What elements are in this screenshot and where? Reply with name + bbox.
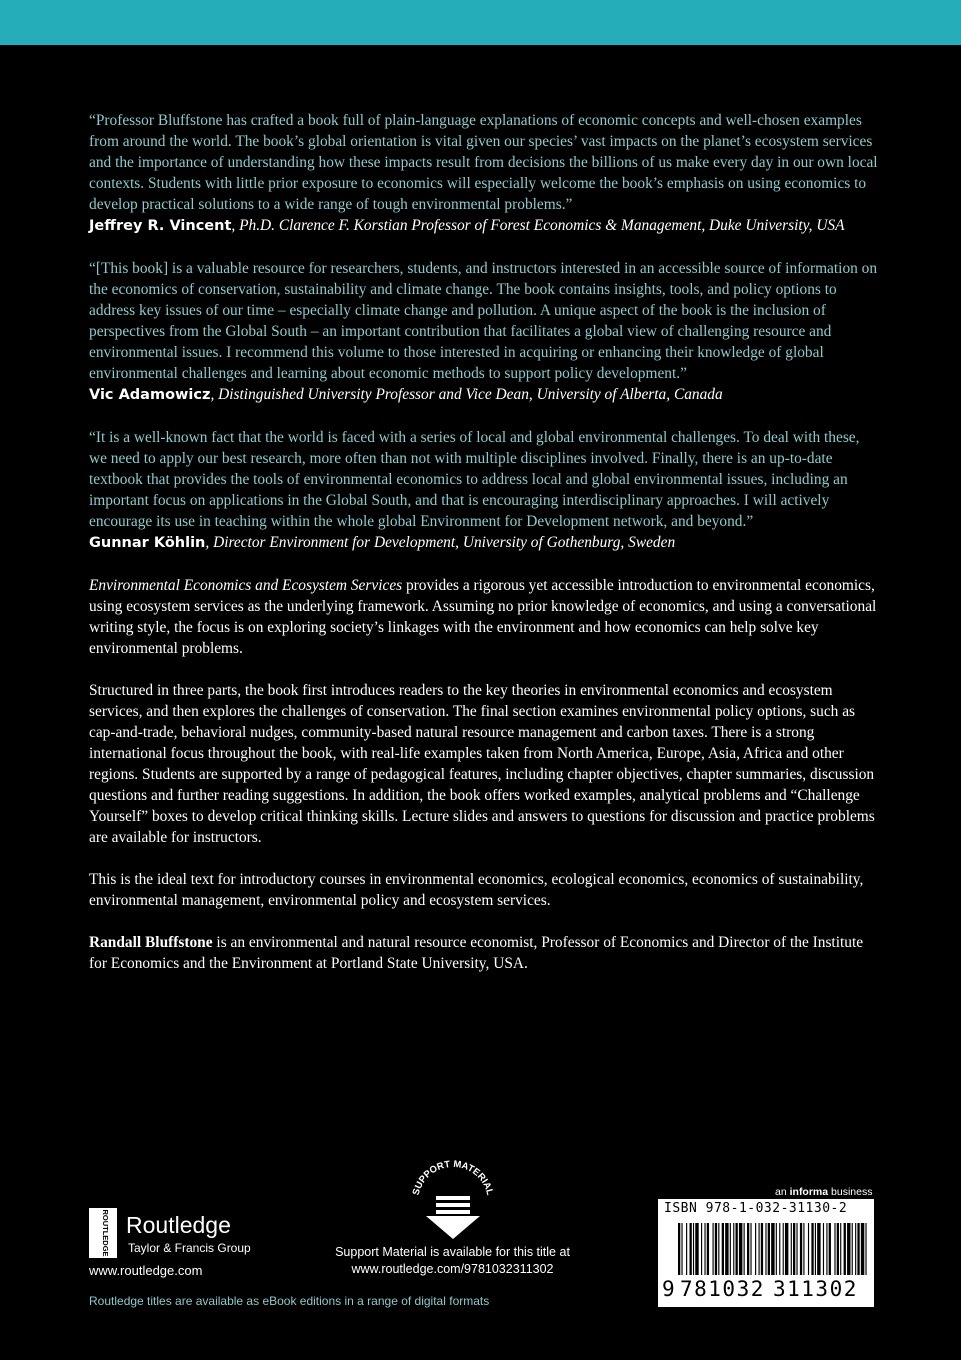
- author-name: Randall Bluffstone: [89, 934, 213, 951]
- barcode-bar: [791, 1223, 792, 1275]
- routledge-logo-icon: [89, 1208, 117, 1258]
- barcode-bar: [823, 1223, 824, 1275]
- publisher-group: Taylor & Francis Group: [128, 1241, 251, 1255]
- support-material: [330, 1160, 575, 1278]
- barcode-bar: [768, 1223, 770, 1275]
- barcode-bar: [779, 1223, 780, 1275]
- routledge-logo: [89, 1208, 269, 1262]
- barcode-bar: [759, 1223, 760, 1275]
- top-accent-bar: [0, 0, 961, 45]
- barcode-bar: [695, 1223, 698, 1275]
- barcode-bar: [840, 1223, 841, 1275]
- barcode-bar: [736, 1223, 738, 1275]
- barcode-bar: [771, 1223, 774, 1275]
- endorser-name: Jeffrey R. Vincent: [89, 218, 232, 234]
- svg-text:SUPPORT MATERIAL: [410, 1160, 495, 1197]
- barcode-bar: [855, 1223, 856, 1275]
- barcode-bar: [701, 1223, 702, 1275]
- barcode-bar: [704, 1223, 705, 1275]
- informa-suffix: business: [828, 1186, 873, 1198]
- barcode-bar: [783, 1223, 784, 1275]
- ean-group-2: 311302: [773, 1277, 858, 1301]
- barcode-bar: [793, 1223, 795, 1275]
- barcode-bar: [713, 1223, 714, 1275]
- barcode-bar: [725, 1223, 728, 1275]
- endorser-name: Gunnar Köhlin: [89, 535, 206, 551]
- barcode-bar: [808, 1223, 809, 1275]
- barcode-bar: [796, 1223, 797, 1275]
- endorser-name: Vic Adamowicz: [89, 387, 211, 403]
- barcode-bar: [844, 1223, 846, 1275]
- barcode-bar: [865, 1223, 866, 1275]
- barcode-bar: [776, 1223, 777, 1275]
- book-title: Environmental Economics and Ecosystem Services: [89, 577, 403, 594]
- informa-business: [775, 1186, 872, 1198]
- barcode-bar: [826, 1223, 827, 1275]
- barcode-bar: [755, 1223, 756, 1275]
- ean-first-digit: 9: [662, 1277, 675, 1301]
- logo-mark-text: ROUTLEDGE: [101, 1209, 110, 1257]
- support-text: [330, 1244, 575, 1278]
- endorsement-quote-1: “Professor Bluffstone has crafted a book full of plain-language explanations of economic concepts and well-chosen examples from around the world. The book’s global orientation is vital given our species’ vast impacts on the planet’s ecosystem services and the importance of understanding how these impacts result from decisions the billions of us make every day in our own local contexts. Students with little prior exposure to economics will especially welcome the book’s emphasis on using economics to develop practical solutions to a wide range of tough environmental problems.”: [89, 112, 878, 213]
- book-description-structure: Structured in three parts, the book first introduces readers to the key theories in environmental economics and ecosystem services, and then explores the challenges of conservation. The final section examines environmental policy options, such as cap-and-trade, behavioral nudges, community-based natural resource management and carbon taxes. There is a strong international focus throughout the book, with real-life examples taken from North America, Europe, Asia, Africa and other regions. Students are supported by a range of pedagogical features, including chapter objectives, chapter summaries, discussion questions and further reading suggestions. In addition, the book offers worked examples, analytical problems and “Challenge Yourself” boxes to develop critical thinking skills. Lecture slides and answers to questions for discussion and practice problems are available for instructors.: [89, 682, 875, 846]
- barcode-bar: [690, 1223, 692, 1275]
- barcode-bar: [715, 1223, 717, 1275]
- barcode-bar: [852, 1223, 853, 1275]
- barcode-bar: [707, 1223, 709, 1275]
- barcode-bar: [817, 1223, 820, 1275]
- author-bio-text: is an environmental and natural resource economist, Professor of Economics and Director of the Institute for Economics and the Environment at Portland State University, USA.: [89, 934, 864, 972]
- barcode-bar: [681, 1223, 682, 1275]
- barcode-bar: [744, 1223, 745, 1275]
- barcode-bar: [686, 1223, 687, 1275]
- barcode-bar: [847, 1223, 850, 1275]
- isbn-barcode: [658, 1199, 874, 1307]
- barcode-bar: [803, 1223, 804, 1275]
- barcode-bar: [739, 1223, 742, 1275]
- support-badge-text: SUPPORT MATERIAL: [410, 1160, 495, 1197]
- endorser-role: , Director Environment for Development, University of Gothenburg, Sweden: [205, 534, 676, 551]
- barcode-bar: [718, 1223, 719, 1275]
- barcode-bar: [750, 1223, 751, 1275]
- barcode-bar: [837, 1223, 839, 1275]
- endorsement-quote-2: “[This book] is a valuable resource for researchers, students, and instructors interested in an accessible source of information on the economics of conservation, sustainability and climate change. The book contains insights, tools, and policy options to address key issues of our time – especially climate change and pollution. A unique aspect of the book is the inclusion of perspectives from the Global South – an important contribution that facilitates a global view of challenging resource and environmental issues. I recommend this volume to those interested in acquiring or enhancing their knowledge of global environmental challenges and learning about economic methods to support policy development.”: [89, 260, 878, 382]
- intro-text: provides a rigorous yet accessible introduction to environmental economics, using ecosystem services as the underlying framework. Assuming no prior knowledge of economics, and using a conversational writing style, the focus is on exploring society’s linkages with the environment and how economics can help solve key environmental problems.: [89, 577, 877, 657]
- book-description-intro: [89, 575, 879, 659]
- barcode-bar: [861, 1223, 864, 1275]
- publisher-name: Routledge: [126, 1212, 231, 1238]
- ebook-note: Routledge titles are available as eBook editions in a range of digital formats: [89, 1294, 490, 1308]
- barcode-bar: [834, 1223, 835, 1275]
- endorsement-attribution-3: [89, 532, 879, 554]
- support-line-1: Support Material is available for this title at: [335, 1245, 570, 1259]
- author-bio: [89, 932, 879, 974]
- isbn-label: ISBN 978-1-032-31130-2: [664, 1201, 848, 1216]
- barcode-bar: [785, 1223, 788, 1275]
- support-url: www.routledge.com/9781032311302: [351, 1262, 554, 1276]
- barcode-bar: [730, 1223, 731, 1275]
- support-material-arrow-icon: [398, 1160, 508, 1240]
- barcode-bar: [722, 1223, 724, 1275]
- endorsement-quote-3: “It is a well-known fact that the world is faced with a series of local and global environmental challenges. To deal with these, we need to apply our best research, more often than not with multiple disciplines involved. Finally, there is an up-to-date textbook that provides the tools of environmental economics to address local and global environmental issues, including an important focus on applications in the Global South, and that is encouraging interdisciplinary approaches. I will actively encourage its use in teaching within the whole global Environment for Development network, and beyond.”: [89, 429, 860, 530]
- book-description-audience: This is the ideal text for introductory courses in environmental economics, ecological economics, economics of sustainability, environmental management, environmental policy and ecosystem services.: [89, 871, 864, 909]
- barcode-bar: [765, 1223, 766, 1275]
- back-cover-text: [89, 110, 879, 995]
- informa-prefix: an: [775, 1186, 790, 1198]
- barcode-bar: [829, 1223, 831, 1275]
- endorsement-attribution-2: [89, 384, 879, 406]
- publisher-url: www.routledge.com: [89, 1263, 203, 1278]
- ean-group-1: 781032: [680, 1277, 765, 1301]
- barcode-icon: [678, 1223, 868, 1275]
- endorser-role: , Ph.D. Clarence F. Korstian Professor of Forest Economics & Management, Duke University, USA: [231, 217, 845, 234]
- endorsement-attribution-1: [89, 215, 879, 237]
- informa-bold: informa: [789, 1186, 829, 1198]
- barcode-bar: [857, 1223, 859, 1275]
- barcode-bar: [815, 1223, 816, 1275]
- endorser-role: , Distinguished University Professor and Vice Dean, University of Alberta, Canada: [210, 386, 723, 403]
- barcode-bar: [693, 1223, 694, 1275]
- barcode-bar: [678, 1223, 680, 1275]
- barcode-bar: [747, 1223, 749, 1275]
- barcode-bar: [761, 1223, 763, 1275]
- barcode-bar: [800, 1223, 802, 1275]
- barcode-bar: [733, 1223, 734, 1275]
- barcode-bar: [811, 1223, 813, 1275]
